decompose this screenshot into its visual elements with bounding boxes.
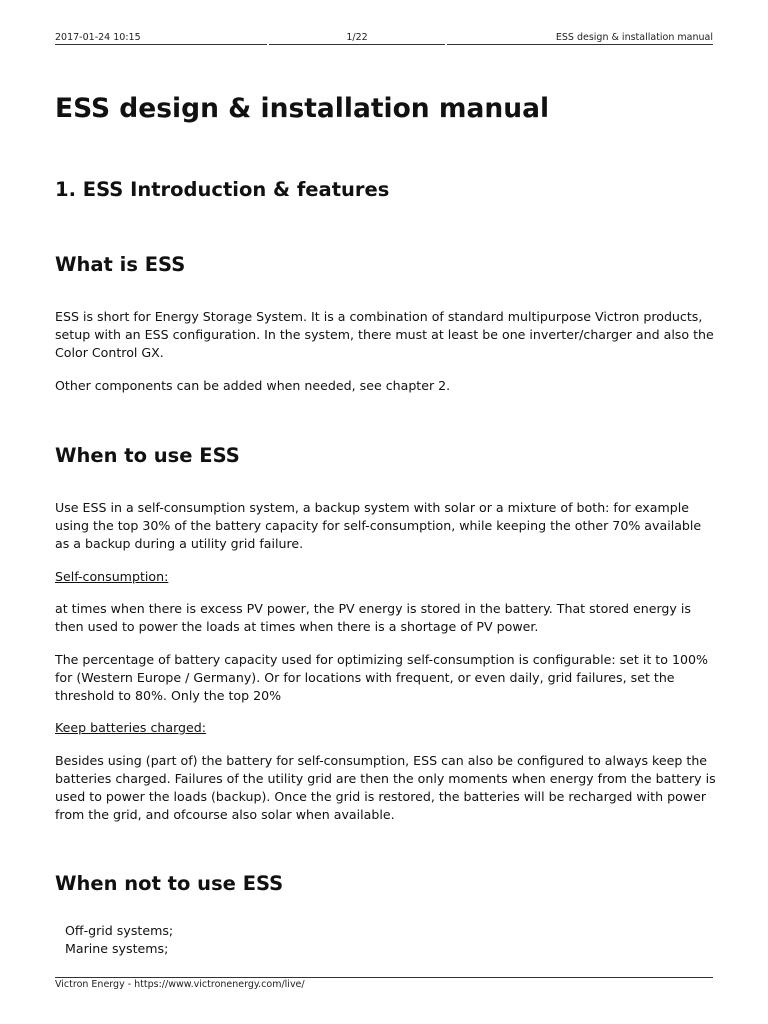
header-page-number: 1/22: [269, 32, 445, 45]
header-document-name: ESS design & installation manual: [447, 32, 713, 45]
header-datetime: 2017-01-24 10:15: [55, 32, 267, 45]
section-heading-when-to-use: When to use ESS: [55, 444, 240, 467]
paragraph-other-components: Other components can be added when needed, see chapter 2.: [55, 378, 451, 393]
page-header: [55, 32, 713, 46]
paragraph-keep-batteries-charged: Besides using (part of) the battery for self-consumption, ESS can also be configured to always keep the batteries charged. Failures of the utility grid are then the only moments when energy from the battery is used to power the loads (backup). Once the grid is restored, the batteries will be recharged with power from the grid, and ofcourse also solar when available.: [55, 753, 716, 822]
paragraph-battery-percentage: The percentage of battery capacity used for optimizing self-consumption is configurable: set it to 100% for (Western Europe / Germany). Or for locations with frequent, or even daily, grid failures, set the threshold to 80%. Only the top 20%: [55, 652, 708, 703]
document-title: ESS design & installation manual: [55, 93, 550, 124]
paragraph-use-cases: Use ESS in a self-consumption system, a backup system with solar or a mixture of both: for example using the top 30% of the battery capacity for self-consumption, while keeping the other 70% available as a backup during a utility grid failure.: [55, 500, 702, 551]
list-item: Marine systems;: [65, 941, 169, 956]
section-heading-what-is-ess: What is ESS: [55, 253, 186, 276]
paragraph-what-is-ess: ESS is short for Energy Storage System. It is a combination of standard multipurpose Victron products, setup with an ESS configuration. In the system, there must at least be one inverter/charger and also the Color Control GX.: [55, 309, 714, 360]
list-item: Off-grid systems;: [65, 923, 174, 938]
subheading-self-consumption: Self-consumption:: [55, 569, 169, 584]
section-heading-when-not-to-use: When not to use ESS: [55, 872, 284, 895]
section-heading-introduction: 1. ESS Introduction & features: [55, 178, 390, 201]
paragraph-self-consumption: at times when there is excess PV power, the PV energy is stored in the battery. That stored energy is then used to power the loads at times when there is a shortage of PV power.: [55, 601, 691, 634]
footer-divider: [55, 977, 713, 978]
not-to-use-list: [55, 922, 173, 958]
page-footer: Victron Energy - https://www.victronenergy.com/live/: [55, 979, 305, 990]
subheading-keep-batteries-charged: Keep batteries charged:: [55, 720, 207, 735]
